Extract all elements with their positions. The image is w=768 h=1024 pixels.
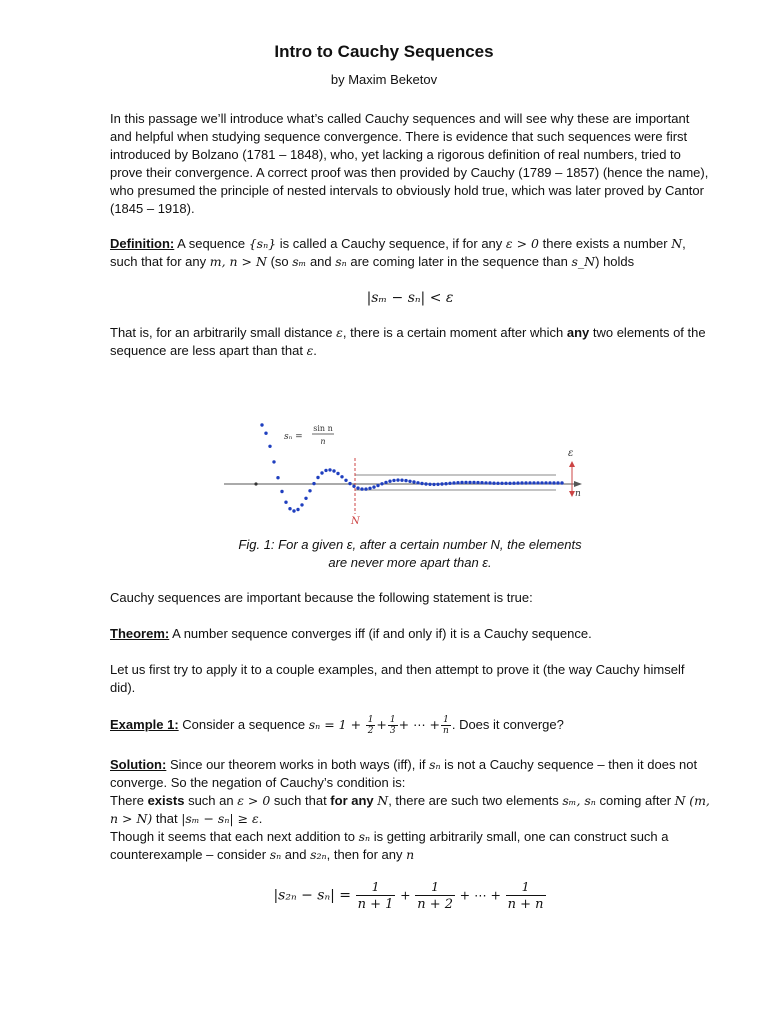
page-title: Intro to Cauchy Sequences xyxy=(274,42,494,61)
sequence-point xyxy=(524,481,527,484)
example-lhs: sₙ = 1 + xyxy=(308,717,362,732)
sequence-point xyxy=(264,432,267,435)
sequence-point xyxy=(336,472,339,475)
sequence-formula-num: sin n xyxy=(313,424,333,433)
sequence-point xyxy=(348,482,351,485)
sequence-point xyxy=(344,479,347,482)
sequence-point xyxy=(272,460,275,463)
sequence-point xyxy=(500,482,503,485)
importance-paragraph: Cauchy sequences are important because the following statement is true: xyxy=(110,590,533,605)
solution-text: such that xyxy=(270,793,331,808)
sequence-point xyxy=(548,481,551,484)
sequence-point xyxy=(452,481,455,484)
solution-text: that xyxy=(152,811,182,826)
sequence-point xyxy=(464,481,467,484)
plus-sign: + xyxy=(400,887,411,903)
sequence-formula-lhs: sₙ = xyxy=(284,432,303,442)
sequence-point xyxy=(444,482,447,485)
solution-text: Since our theorem works in both ways (iff), if xyxy=(166,757,430,772)
emphasis-any: any xyxy=(566,325,590,340)
solution-text: . xyxy=(258,811,263,826)
sequence-point xyxy=(552,481,555,484)
solution-paragraph xyxy=(110,756,710,864)
sequence-point xyxy=(404,479,407,482)
sequence-point xyxy=(304,497,307,500)
definition-text: , such that for any xyxy=(110,236,686,269)
sequence-point xyxy=(488,481,491,484)
sequence-point xyxy=(388,480,391,483)
sequence-point xyxy=(276,476,279,479)
sequence-point xyxy=(416,481,419,484)
fraction-1-2: $\frac{1}{2}$ xyxy=(367,715,374,737)
sequence-point xyxy=(280,490,283,493)
sequence-point xyxy=(324,469,327,472)
n-axis-label: n xyxy=(575,489,581,499)
sequence-point xyxy=(484,481,487,484)
sequence-figure xyxy=(220,418,600,530)
math-mn-condition: (m, n > N) xyxy=(110,793,710,826)
sequence-point xyxy=(372,485,375,488)
sequence-point xyxy=(400,479,403,482)
example-1-paragraph xyxy=(110,710,710,740)
sequence-point xyxy=(468,481,471,484)
sequence-point xyxy=(316,476,319,479)
emphasis-exists: exists xyxy=(147,793,185,808)
fraction-1-n-plus-1: $\frac{1}{n + 1}$ xyxy=(357,879,394,912)
solution-text: is not a Cauchy sequence – then it does not converge. So the negation of Cauchy’s condition is: xyxy=(110,757,698,790)
theorem-text: A number sequence converges iff (if and only if) it is a Cauchy sequence. xyxy=(169,626,592,641)
sequence-point xyxy=(368,487,371,490)
example-text: Consider a sequence xyxy=(178,717,309,732)
sequence-point xyxy=(392,479,395,482)
definition-text: are coming later in the sequence than xyxy=(346,254,572,269)
math-mn-condition: m, n > N xyxy=(209,254,267,269)
ellipsis-sum: + ⋯ + xyxy=(398,717,441,732)
solution-text: is getting arbitrarily small, one can construct such a counterexample – consider xyxy=(110,829,669,862)
math-s2n: s₂ₙ xyxy=(310,847,327,862)
plus-sign: + xyxy=(376,717,387,732)
sequence-point xyxy=(460,481,463,484)
sequence-point xyxy=(296,508,299,511)
solution-text: such an xyxy=(184,793,238,808)
sequence-point xyxy=(544,481,547,484)
explain-text: That is, for an arbitrarily small distance xyxy=(110,325,337,340)
theorem-label: Theorem: xyxy=(110,626,170,641)
sequence-point xyxy=(284,501,287,504)
math-seq: {sₙ} xyxy=(248,236,277,251)
definition-text: and xyxy=(306,254,336,269)
sequence-point xyxy=(380,482,383,485)
sequence-point xyxy=(412,480,415,483)
theorem-paragraph xyxy=(110,625,710,643)
emphasis-for-any: for any xyxy=(330,793,374,808)
fraction-1-3: $\frac{1}{3}$ xyxy=(389,715,396,737)
fraction-1-n-plus-2: $\frac{1}{n + 2}$ xyxy=(417,879,453,912)
sequence-point xyxy=(292,509,295,512)
explain-text: two elements of the sequence are less apart than that xyxy=(110,325,706,358)
math-eps-condition: ε > 0 xyxy=(237,793,271,808)
sequence-point xyxy=(516,481,519,484)
eps-arrow-head-top xyxy=(569,461,575,467)
sequence-point xyxy=(508,482,511,485)
math-sm-sn: sₘ, sₙ xyxy=(562,793,596,808)
sequence-point xyxy=(376,484,379,487)
caption-line-2: are never more apart than ε. xyxy=(328,555,492,570)
sequence-point xyxy=(560,481,563,484)
math-sn: sₙ xyxy=(335,254,347,269)
sequence-point xyxy=(340,475,343,478)
sequence-point xyxy=(288,507,291,510)
x-axis-arrow xyxy=(574,481,582,487)
caption-fig-label: Fig. 1: xyxy=(238,537,275,552)
sequence-point xyxy=(396,478,399,481)
sequence-point xyxy=(384,481,387,484)
sequence-point xyxy=(428,483,431,486)
sequence-point xyxy=(528,481,531,484)
fraction-1-n: $\frac{1}{n}$ xyxy=(443,715,449,737)
math-eps-condition: ε > 0 xyxy=(505,236,539,251)
definition-text: ) holds xyxy=(595,254,635,269)
definition-text: there exists a number xyxy=(539,236,672,251)
sequence-point xyxy=(512,482,515,485)
sequence-point xyxy=(448,482,451,485)
difference-formula xyxy=(110,878,710,913)
example-label: Example 1: xyxy=(110,717,179,732)
ellipsis-sum: + ⋯ + xyxy=(459,887,502,903)
sequence-point xyxy=(332,469,335,472)
math-N: N xyxy=(671,236,683,251)
solution-text: Though it seems that each next addition to xyxy=(110,829,359,844)
sequence-point xyxy=(540,481,543,484)
sequence-point xyxy=(496,482,499,485)
apply-paragraph: Let us first try to apply it to a couple examples, and then attempt to prove it (the way Cauchy himself did). xyxy=(110,662,685,695)
explanation-paragraph xyxy=(110,324,710,360)
sequence-point xyxy=(420,482,423,485)
sequence-point xyxy=(320,471,323,474)
intro-paragraph: In this passage we’ll introduce what’s called Cauchy sequences and will see why these are important and helpful when studying sequence convergence. There is evidence that such sequences were first introduced by Bolzano (1781 – 1848), who, yet lacking a rigorous definition of real numbers, tried to prove their convergence. A correct proof was then provided by Cauchy (1789 – 1857) (hence the name), who presumed the principle of nested intervals to obviously hold true, which was later proved by Cantor (1845 – 1918). xyxy=(110,111,709,216)
solution-text: and xyxy=(281,847,311,862)
math-N: N xyxy=(674,793,686,808)
math-eps: ε xyxy=(306,343,314,358)
math-n: n xyxy=(406,847,415,862)
sequence-point xyxy=(352,485,355,488)
solution-text: There xyxy=(110,793,148,808)
sequence-point xyxy=(472,481,475,484)
sequence-point xyxy=(300,503,303,506)
sequence-point xyxy=(520,481,523,484)
sequence-point xyxy=(260,423,263,426)
sequence-point xyxy=(312,482,315,485)
cauchy-condition-formula: |sₘ − sₙ| < ε xyxy=(366,290,454,306)
sequence-point xyxy=(328,468,331,471)
sequence-point xyxy=(424,482,427,485)
sequence-point xyxy=(492,482,495,485)
sequence-point xyxy=(532,481,535,484)
author-line: by Maxim Beketov xyxy=(330,72,438,87)
sequence-point xyxy=(436,483,439,486)
definition-text: (so xyxy=(266,254,293,269)
origin-marker xyxy=(254,482,257,485)
math-eps: ε xyxy=(336,325,343,340)
math-sn: sₙ xyxy=(429,757,441,772)
sequence-formula-den: n xyxy=(320,437,326,446)
math-N: N xyxy=(377,793,389,808)
fraction-1-n-plus-n: $\frac{1}{n + n}$ xyxy=(507,879,544,912)
sequence-point xyxy=(268,445,271,448)
math-sn: sₙ xyxy=(269,847,282,862)
definition-label: Definition: xyxy=(110,236,175,251)
sequence-point xyxy=(480,481,483,484)
sequence-point xyxy=(504,482,507,485)
explain-text: . xyxy=(313,343,317,358)
figure-caption xyxy=(180,536,640,572)
definition-paragraph xyxy=(110,235,710,271)
sequence-point xyxy=(408,480,411,483)
solution-text: , then for any xyxy=(326,847,407,862)
solution-text: , there are such two elements xyxy=(388,793,563,808)
sequence-point xyxy=(356,486,359,489)
sequence-point xyxy=(432,483,435,486)
definition-text: A sequence xyxy=(174,236,249,251)
caption-line-1: For a given ε, after a certain number N, the elements xyxy=(274,537,582,552)
math-sN: s_N xyxy=(571,254,596,269)
formula-lhs: |s₂ₙ − sₙ| = xyxy=(273,887,352,904)
sequence-point xyxy=(364,487,367,490)
example-question: . Does it converge? xyxy=(451,717,564,732)
explain-text: , there is a certain moment after which xyxy=(342,325,567,340)
sequence-point xyxy=(556,481,559,484)
eps-label: ε xyxy=(568,448,574,459)
sequence-point xyxy=(440,482,443,485)
sequence-point xyxy=(476,481,479,484)
math-inequality: |sₘ − sₙ| ≥ ε xyxy=(181,811,259,826)
math-sn: sₙ xyxy=(358,829,371,844)
sequence-point xyxy=(536,481,539,484)
solution-text: coming after xyxy=(595,793,675,808)
N-label: N xyxy=(351,516,360,527)
sequence-point xyxy=(308,489,311,492)
sequence-points xyxy=(260,423,563,512)
definition-text: is called a Cauchy sequence, if for any xyxy=(276,236,506,251)
sequence-point xyxy=(456,481,459,484)
sequence-point xyxy=(360,487,363,490)
solution-label: Solution: xyxy=(110,757,167,772)
math-sm: sₘ xyxy=(292,254,307,269)
